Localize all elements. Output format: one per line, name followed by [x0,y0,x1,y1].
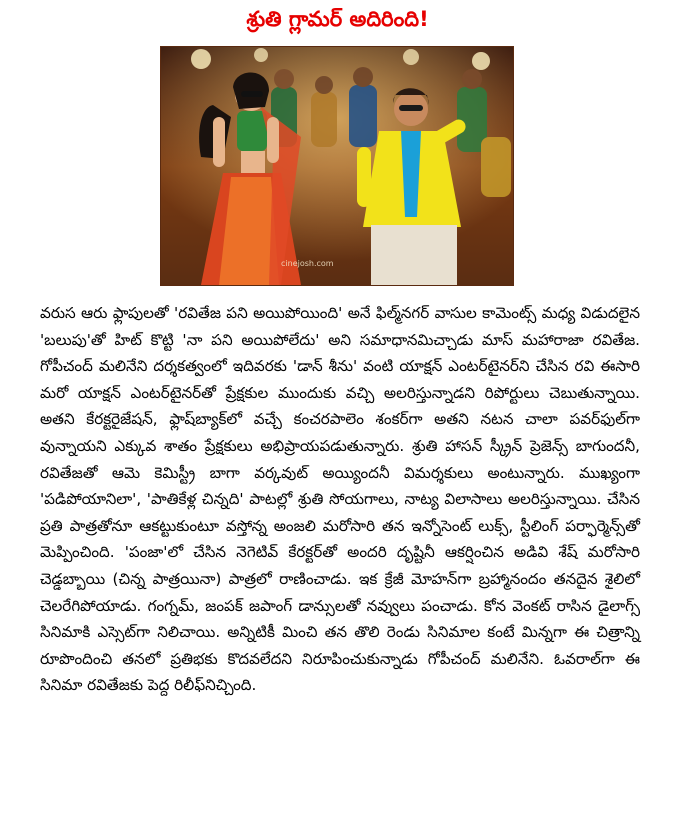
photo-watermark: cinejosh.com [281,259,334,268]
photo-illustration [161,47,513,285]
movie-still-photo [160,46,514,286]
article-headline: శ్రుతి గ్లామర్ అదిరింది! [246,7,429,31]
article-body: వరుస ఆరు ఫ్లాపులతో 'రవితేజ పని అయిపోయింది' అనే ఫిల్మ్‌నగర్ వాసుల కామెంట్స్ మధ్య విడుదలైన 'బలుపు'తో హిట్ కొట్టి 'నా పని అయిపోలేదు' అని సమాధానమిచ్చాడు మాస్ మహారాజా రవితేజ. గోపీచంద్ మలినేని దర్శకత్వంలో ఇదివరకు 'డాన్ శీను' వంటి యాక్షన్ ఎంటర్‌టైనర్‌ని చేసిన రవి ఈసారి మరో యాక్షన్ ఎంటర్‌టైనర్‌తో ప్రేక్షకుల ముందుకు వచ్చి అలరిస్తున్నాడని రిపోర్టులు చెబుతున్నాయి. అతని కేరక్టరైజేషన్, ఫ్లాష్‌బ్యాక్‌లో వచ్చే కంచరపాలెం శంకర్‌గా అతని నటన చాలా పవర్‌ఫుల్‌గా వున్నాయని ఎక్కువ శాతం ప్రేక్షకులు అభిప్రాయపడుతున్నారు. శ్రుతి హాసన్ స్క్రీన్ ప్రెజెన్స్ బాగుందనీ, రవితేజతో ఆమె కెమిస్ట్రీ బాగా వర్కవుట్ అయ్యిందనీ విమర్శకులు అంటున్నారు. ముఖ్యంగా 'పడిపోయానిలా', 'పాతికేళ్ల చిన్నది' పాటల్లో శ్రుతి సోయగాలు, నాట్య విలాసాలు అలరిస్తున్నాయి. చేసిన ప్రతి పాత్రతోనూ ఆకట్టుకుంటూ వస్తోన్న అంజలి మరోసారి తన ఇన్నోసెంట్ లుక్స్, స్టీలింగ్ పర్ఫార్మెన్స్‌తో మెప్పించింది. 'పంజా'లో చేసిన నెగెటివ్ కేరక్టర్‌తో అందరి దృష్టినీ ఆకర్షించిన అడివి శేష్ మరోసారి చెడ్డబ్బాయి (చిన్న పాత్రయినా) పాత్రలో రాణించాడు. ఇక క్రేజీ మోహన్‌గా బ్రహ్మానందం తనదైన శైలిలో చెలరేగిపోయాడు. గంగ్నమ్, జంపక్ జపాంగ్ డాన్సులతో నవ్వులు పంచాడు. కోన వెంకట్ రాసిన డైలాగ్స్ సినిమాకి ఎస్సెట్‌గా నిలిచాయి. అన్నిటికీ మించి తన తొలి రెండు సినిమాల కంటే మిన్నగా ఈ చిత్రాన్ని రూపొందించి తనలో ప్రతిభకు కొదవలేదని నిరూపించుకున్నాడు గోపీచంద్ మలినేని. ఓవరాల్‌గా ఈ సినిమా రవితేజకు పెద్ద రిలీఫ్‌నిచ్చింది. [40,304,640,695]
